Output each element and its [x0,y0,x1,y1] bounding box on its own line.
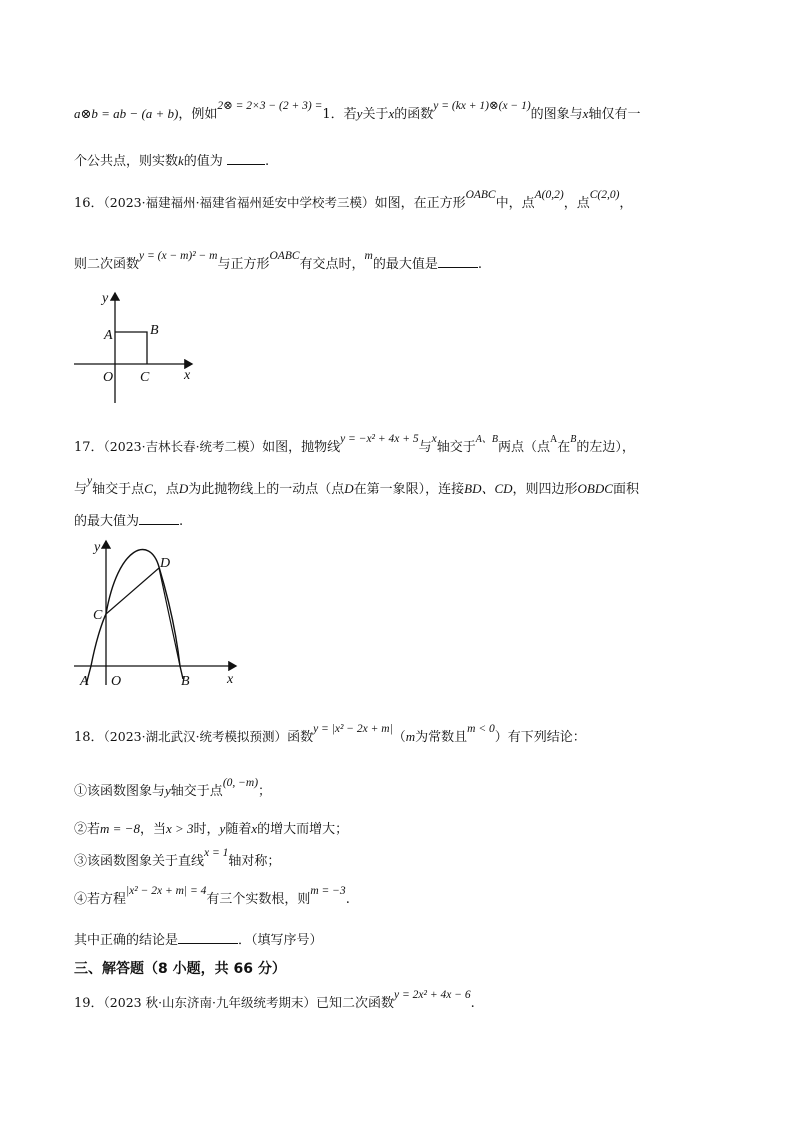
conclusion-1: ①该函数图象与y轴交于点(0, −m)； [74,777,272,799]
label-o: O [111,674,122,689]
conclusion-3: ③该函数图象关于直线x = 1轴对称； [74,847,281,869]
label-x: x [184,368,191,383]
square-oabc [115,332,147,364]
question-number: 16． [74,196,104,211]
label-a: A [80,674,89,689]
section-heading: 三、解答题（8 小题，共 66 分） [74,961,286,977]
p15-line1: a⊗b = ab − (a + b)，例如2⊗ = 2×3 − (2 + 3) =1．若y关于x的函数y = (kx + 1)⊗(x − 1)的图象与x轴仅有一 [74,100,641,122]
p17-function: y = −x² + 4x + 5 [340,433,419,445]
op-example: 2⊗ = 2×3 − (2 + 3) = [217,100,323,112]
label-y: y [94,540,101,555]
answer-blank[interactable] [139,512,179,525]
p18-function: y = |x² − 2x + m| [313,723,393,735]
p17-line2: 与y轴交于点C，点D为此抛物线上的一动点（点D在第一象限），连接BD、CD，则四边形OBDC面积 [74,475,639,497]
p16-line2: 则二次函数y = (x − m)² − m与正方形OABC有交点时，m的最大值是 . [74,250,483,272]
question-number: 17． [74,440,104,455]
label-c: C [93,608,103,623]
label-c: C [140,370,150,385]
segment-cd [106,568,159,614]
question-number: 18． [74,730,104,745]
label-o: O [103,370,114,385]
p17-line1: 17．（2023·吉林长春·统考二模）如图，抛物线y = −x² + 4x + 5与x轴交于$^{A、B}$两点（点$^A$在$^B$的左边）， [74,433,635,455]
answer-blank[interactable] [438,255,478,268]
question-source: （2023·福建福州·福建省福州延安中学校考三模） [103,195,375,210]
p15-function: y = (kx + 1)⊗(x − 1) [433,100,531,112]
label-y: y [102,291,109,306]
p16-line1: 16．（2023·福建福州·福建省福州延安中学校考三模）如图，在正方形OABC中，点A(0,2)，点C(2,0)， [74,189,633,211]
segment-bd [159,568,180,666]
parabola-figure [70,535,245,690]
question-source: （2023·吉林长春·统考二模） [103,439,263,454]
p18-conclusion-prompt: 其中正确的结论是 ．（填写序号） [74,933,323,948]
label-d: D [160,556,171,571]
p17-line3: 的最大值为 . [74,514,184,529]
p19-line1: 19．（2023 秋·山东济南·九年级统考期末）已知二次函数y = 2x² + 4x − 6. [74,989,475,1011]
question-number: 19． [74,996,104,1011]
label-b: B [181,674,190,689]
label-b: B [150,323,159,338]
p15-line2: 个公共点，则实数k的值为 . [74,153,270,169]
answer-blank[interactable] [178,931,238,944]
conclusion-4: ④若方程|x² − 2x + m| = 4有三个实数根，则m = −3. [74,885,350,907]
p18-line1: 18．（2023·湖北武汉·统考模拟预测）函数y = |x² − 2x + m|（m为常数且m < 0）有下列结论： [74,723,586,745]
question-source: （2023·湖北武汉·统考模拟预测） [103,729,288,744]
answer-blank[interactable] [227,152,265,165]
op-definition: a⊗b = ab − (a + b) [74,106,179,121]
p19-function: y = 2x² + 4x − 6 [394,989,471,1001]
question-source: （2023 秋·山东济南·九年级统考期末） [103,995,317,1010]
conclusion-2: ②若m = −8，当x > 3时，y随着x的增大而增大； [74,821,349,837]
square-figure [70,285,200,410]
p16-function: y = (x − m)² − m [139,250,218,262]
label-x: x [227,672,234,687]
label-a: A [104,328,113,343]
